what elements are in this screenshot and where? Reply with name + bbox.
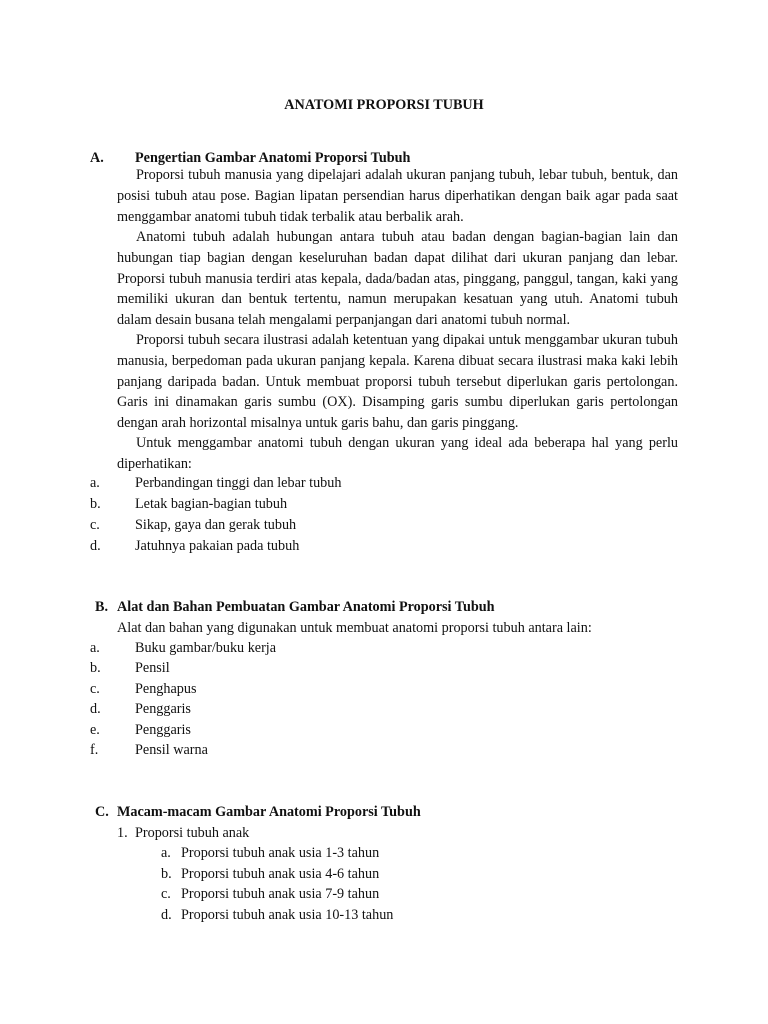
section-a-paragraph-4: Untuk menggambar anatomi tubuh dengan ukuran yang ideal ada beberapa hal yang perlu diperhatikan: [117, 435, 678, 472]
section-c-heading: Macam-macam Gambar Anatomi Proporsi Tubuh [117, 804, 421, 820]
list-item: Penggaris [135, 722, 191, 738]
list-item: Jatuhnya pakaian pada tubuh [135, 538, 300, 554]
list-item: Perbandingan tinggi dan lebar tubuh [135, 475, 342, 491]
section-b-marker: B. [95, 599, 109, 615]
section-a-paragraph-2: Anatomi tubuh adalah hubungan antara tubuh atau badan dengan bagian-bagian lain dan hubungan tiap bagian dengan keseluruhan badan dapat dilihat dari ukuran panjang dan lebar. Proporsi tubuh manusia terdiri atas kepala, dada/badan atas, pinggang, panggul, tangan, kaki yang memiliki ukuran dan bentuk tertentu, namun merupakan kesatuan yang utuh. Anatomi tubuh dalam desain busana telah mengalami perpanjangan dari anatomi tubuh normal. [117, 229, 678, 328]
sublist-item-marker: a. [161, 845, 171, 861]
section-c-marker: C. [95, 804, 109, 820]
page-title: ANATOMI PROPORSI TUBUH [284, 97, 484, 113]
list-item-marker: b. [90, 660, 101, 676]
section-a-marker: A. [90, 150, 104, 166]
sublist-item: Proporsi tubuh anak usia 10-13 tahun [181, 907, 394, 923]
sublist-item: Proporsi tubuh anak usia 7-9 tahun [181, 886, 380, 902]
list-item-marker: f. [90, 742, 99, 758]
list-item-marker: d. [90, 701, 101, 717]
sublist-item: Proporsi tubuh anak usia 4-6 tahun [181, 866, 380, 882]
list-item-marker: a. [90, 475, 100, 491]
section-a-paragraph-1: Proporsi tubuh manusia yang dipelajari adalah ukuran panjang tubuh, lebar tubuh, bentuk, dan posisi tubuh atau pose. Bagian lipatan persendian harus diperhatikan dengan baik agar pada saat menggambar anatomi tubuh tidak terbalik atau berbalik arah. [117, 167, 678, 225]
sublist-item: Proporsi tubuh anak usia 1-3 tahun [181, 845, 380, 861]
list-item-marker: a. [90, 640, 100, 656]
section-a-paragraph-3: Proporsi tubuh secara ilustrasi adalah ketentuan yang dipakai untuk menggambar ukuran tubuh manusia, berpedoman pada ukuran panjang kepala. Karena dibuat secara ilustrasi maka kaki lebih panjang daripada badan. Untuk membuat proporsi tubuh tersebut diperlukan garis pertolongan. Garis ini dinamakan garis sumbu (OX). Disamping garis sumbu diperlukan garis pertolongan dengan arah horizontal misalnya untuk garis bahu, dan garis pinggang. [117, 332, 678, 431]
list-item: Pensil warna [135, 742, 208, 758]
list-item: Penggaris [135, 701, 191, 717]
list-item: Sikap, gaya dan gerak tubuh [135, 517, 297, 533]
numbered-item: Proporsi tubuh anak [135, 825, 250, 841]
list-item: Pensil [135, 660, 170, 676]
section-b-heading: Alat dan Bahan Pembuatan Gambar Anatomi Proporsi Tubuh [117, 599, 495, 615]
section-b-intro: Alat dan bahan yang digunakan untuk membuat anatomi proporsi tubuh antara lain: [117, 620, 592, 636]
sublist-item-marker: c. [161, 886, 171, 902]
sublist-item-marker: b. [161, 866, 172, 882]
list-item-marker: d. [90, 538, 101, 554]
list-item: Penghapus [135, 681, 197, 697]
section-a-heading: Pengertian Gambar Anatomi Proporsi Tubuh [135, 150, 411, 166]
sublist-item-marker: d. [161, 907, 172, 923]
list-item-marker: e. [90, 722, 100, 738]
list-item: Buku gambar/buku kerja [135, 640, 277, 656]
list-item-marker: c. [90, 517, 100, 533]
numbered-item-marker: 1. [117, 825, 128, 841]
list-item-marker: c. [90, 681, 100, 697]
list-item-marker: b. [90, 496, 101, 512]
list-item: Letak bagian-bagian tubuh [135, 496, 288, 512]
